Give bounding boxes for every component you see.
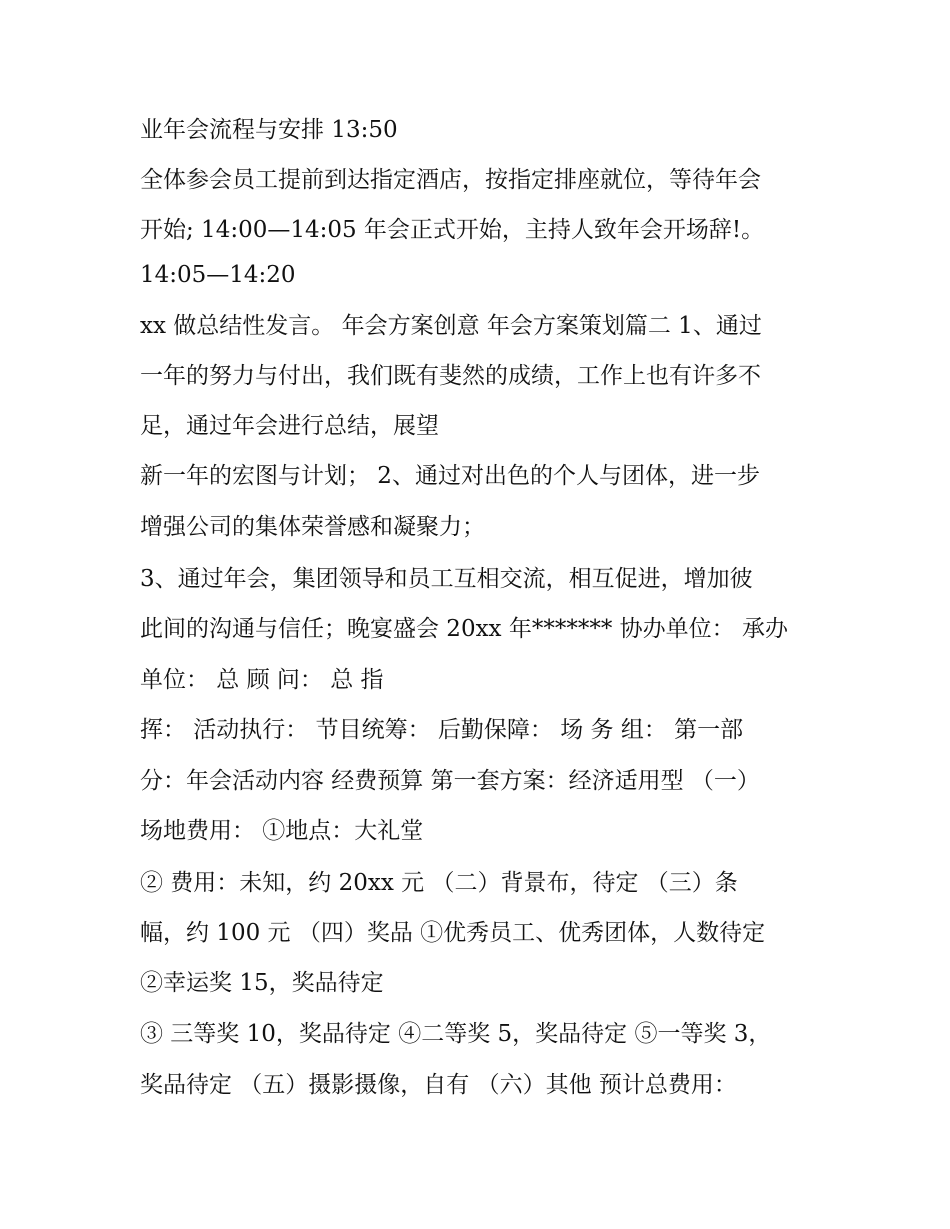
text-line: 场地费用： ①地点：大礼堂 — [140, 818, 424, 844]
text-line: 幅，约 100 元 （四）奖品 ①优秀员工、优秀团体，人数待定 — [140, 920, 766, 946]
text-line: 挥： 活动执行： 节目统筹： 后勤保障： 场 务 组： 第一部 — [140, 717, 744, 743]
text-line: 单位： 总 顾 问： 总 指 — [140, 667, 384, 693]
text-line: 增强公司的集体荣誉感和凝聚力； — [140, 514, 485, 540]
text-line: xx 做总结性发言。 年会方案创意 年会方案策划篇二 1、通过 — [140, 313, 762, 339]
text-line: 分：年会活动内容 经费预算 第一套方案：经济适用型 （一） — [140, 768, 760, 794]
text-line: 足，通过年会进行总结，展望 — [140, 413, 439, 439]
text-line: 奖品待定 （五）摄影摄像，自有 （六）其他 预计总费用： — [140, 1072, 737, 1098]
text-line: ② 费用：未知，约 20xx 元 （二）背景布，待定 （三）条 — [140, 870, 738, 896]
text-line: 业年会流程与安排 13:50 — [140, 117, 398, 143]
text-line: ③ 三等奖 10，奖品待定 ④二等奖 5，奖品待定 ⑤一等奖 3， — [140, 1021, 772, 1047]
text-line: 14:05—14:20 — [140, 262, 296, 288]
text-line: 3、通过年会，集团领导和员工互相交流，相互促进，增加彼 — [140, 566, 753, 592]
text-line: 一年的努力与付出，我们既有斐然的成绩，工作上也有许多不 — [140, 363, 761, 389]
text-line: 新一年的宏图与计划； 2、通过对出色的个人与团体，进一步 — [140, 463, 760, 489]
text-line: ②幸运奖 15，奖品待定 — [140, 970, 384, 996]
text-line: 开始; 14:00—14:05 年会正式开始，主持人致年会开场辞!。 — [140, 217, 765, 243]
text-line: 全体参会员工提前到达指定酒店，按指定排座就位，等待年会 — [140, 167, 761, 193]
text-line: 此间的沟通与信任；晚宴盛会 20xx 年******* 协办单位： 承办 — [140, 616, 788, 642]
